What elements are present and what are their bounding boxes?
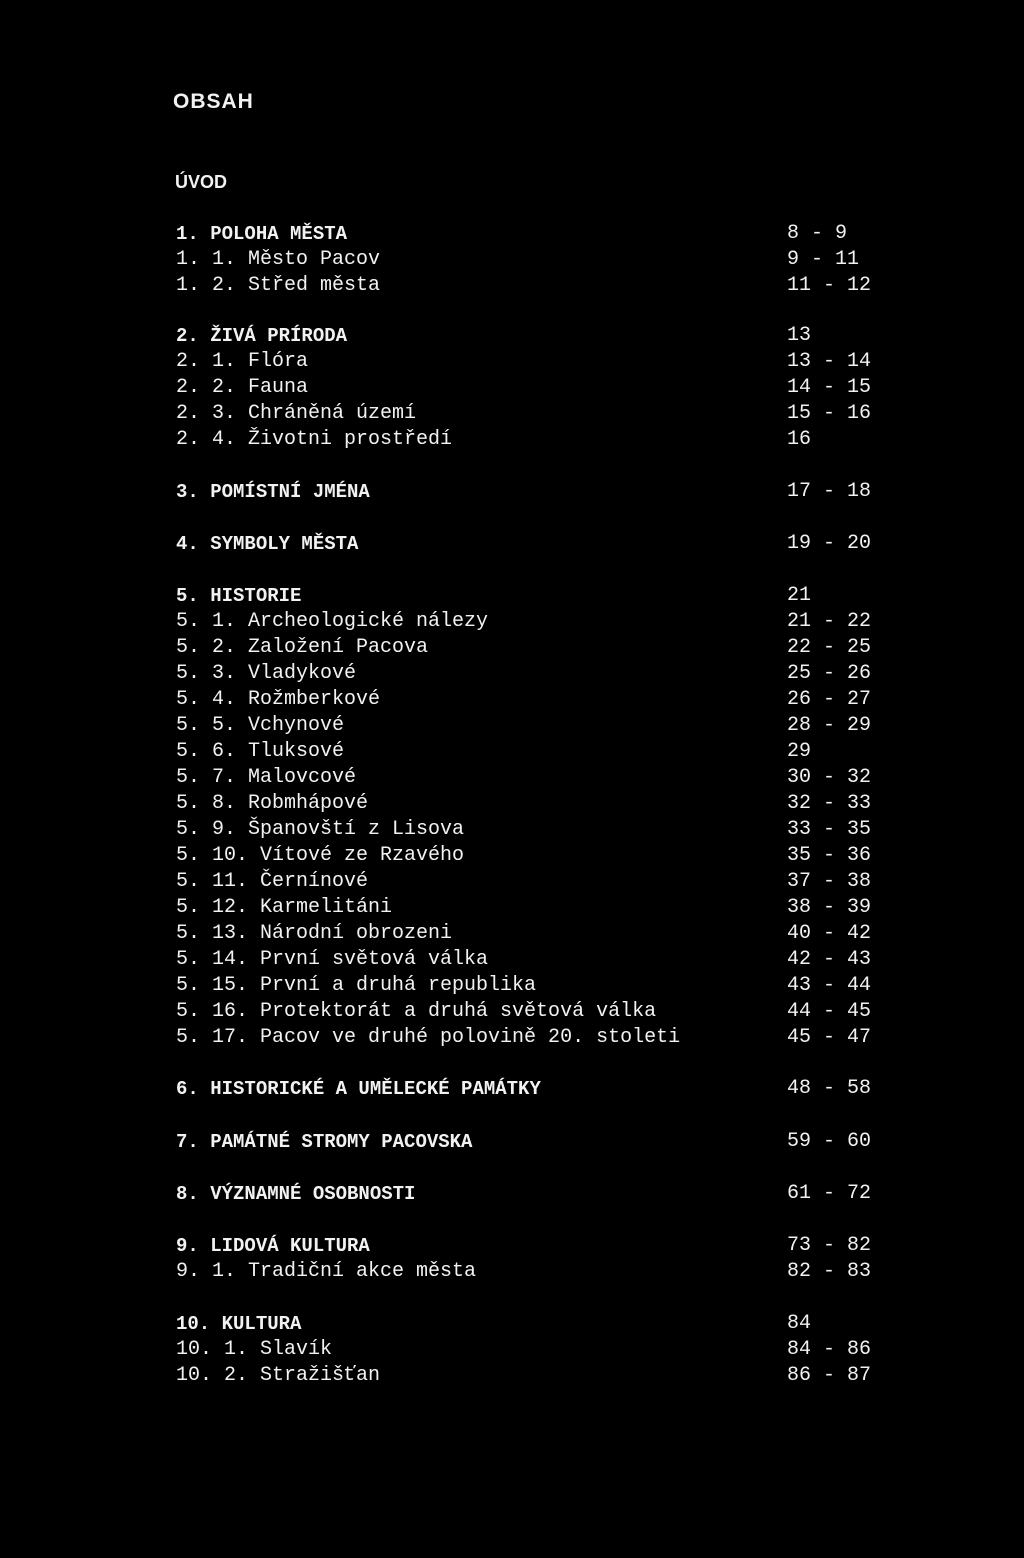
toc-entry-label: 9. 1. Tradiční akce města [176,1260,477,1283]
toc-entry-label: 5. 6. Tluksové [176,740,345,763]
toc-subsection-row [0,661,1024,687]
toc-entry-label: 1. POLOHA MĚSTA [176,223,348,245]
toc-subsection-row [0,921,1024,947]
toc-entry-pages: 9 - 11 [787,248,860,271]
toc-entry-label: 5. 2. Založení Pacova [176,636,429,659]
toc-subsection-row [0,687,1024,713]
toc-section-row [0,1181,1024,1207]
toc-entry-pages: 73 - 82 [787,1234,872,1257]
toc-entry-pages: 82 - 83 [787,1260,872,1283]
toc-subsection-row [0,739,1024,765]
toc-subsection-row [0,349,1024,375]
toc-subsection-row [0,609,1024,635]
toc-entry-pages: 13 [787,324,812,347]
toc-subsection-row [0,999,1024,1025]
toc-entry-pages: 42 - 43 [787,948,872,971]
toc-entry-label: 3. POMÍSTNÍ JMÉNA [176,481,370,503]
toc-entry-label: 5. 8. Robmhápové [176,792,369,815]
toc-section-row [0,531,1024,557]
toc-section-row [0,323,1024,349]
toc-entry-pages: 13 - 14 [787,350,872,373]
toc-subsection-row [0,1337,1024,1363]
toc-entry-label: 2. 3. Chráněná území [176,402,417,425]
toc-subsection-row [0,247,1024,273]
toc-entry-pages: 17 - 18 [787,480,872,503]
toc-entry-pages: 43 - 44 [787,974,872,997]
toc-entry-label: 10. 2. Stražišťan [176,1364,381,1387]
toc-entry-pages: 29 [787,740,812,763]
toc-entry-pages: 45 - 47 [787,1026,872,1049]
page-title: OBSAH [173,90,254,113]
toc-entry-label: 10. KULTURA [176,1313,302,1335]
toc-entry-label: 8. VÝZNAMNÉ OSOBNOSTI [176,1183,416,1205]
toc-subsection-row [0,375,1024,401]
toc-subsection-row [0,273,1024,299]
toc-entry-pages: 35 - 36 [787,844,872,867]
toc-section-row [0,1311,1024,1337]
toc-entry-label: 5. 5. Vchynové [176,714,345,737]
toc-entry-pages: 84 - 86 [787,1338,872,1361]
toc-entry-label: 5. 10. Vítové ze Rzavého [176,844,465,867]
toc-subsection-row [0,791,1024,817]
toc-entry-pages: 11 - 12 [787,274,872,297]
toc-entry-label: 5. 3. Vladykové [176,662,357,685]
toc-entry-label: 5. HISTORIE [176,585,302,607]
toc-subsection-row [0,765,1024,791]
toc-entry-label: 5. 15. První a druhá republika [176,974,537,997]
toc-subsection-row [0,973,1024,999]
toc-entry-pages: 38 - 39 [787,896,872,919]
toc-entry-pages: 32 - 33 [787,792,872,815]
toc-entry-pages: 15 - 16 [787,402,872,425]
toc-entry-label: 5. 16. Protektorát a druhá světová válka [176,1000,657,1023]
toc-entry-label: 2. 2. Fauna [176,376,309,399]
toc-entry-label: 2. ŽIVÁ PRÍRODA [176,325,348,347]
toc-entry-label: 1. 1. Město Pacov [176,248,381,271]
toc-subsection-row [0,869,1024,895]
toc-subsection-row [0,401,1024,427]
toc-entry-pages: 28 - 29 [787,714,872,737]
toc-entry-pages: 30 - 32 [787,766,872,789]
toc-section-row [0,1076,1024,1102]
intro-heading: ÚVOD [175,172,228,192]
toc-entry-label: 5. 4. Rožmberkové [176,688,381,711]
toc-entry-label: 5. 12. Karmelitáni [176,896,393,919]
toc-entry-label: 9. LIDOVÁ KULTURA [176,1235,370,1257]
toc-entry-label: 5. 9. Španovští z Lisova [176,818,465,841]
toc-entry-pages: 16 [787,428,812,451]
toc-entry-pages: 33 - 35 [787,818,872,841]
toc-subsection-row [0,713,1024,739]
toc-entry-pages: 25 - 26 [787,662,872,685]
toc-subsection-row [0,427,1024,453]
toc-entry-pages: 61 - 72 [787,1182,872,1205]
toc-entry-label: 7. PAMÁTNÉ STROMY PACOVSKA [176,1131,473,1153]
toc-entry-label: 5. 17. Pacov ve druhé polovině 20. stoleti [176,1026,681,1049]
toc-entry-pages: 48 - 58 [787,1077,872,1100]
toc-entry-label: 1. 2. Střed města [176,274,381,297]
toc-subsection-row [0,1025,1024,1051]
toc-entry-pages: 21 - 22 [787,610,872,633]
toc-entry-pages: 19 - 20 [787,532,872,555]
toc-entry-pages: 44 - 45 [787,1000,872,1023]
toc-subsection-row [0,843,1024,869]
toc-entry-label: 5. 13. Národní obrozeni [176,922,453,945]
toc-subsection-row [0,947,1024,973]
toc-section-row [0,1129,1024,1155]
toc-subsection-row [0,635,1024,661]
toc-entry-pages: 21 [787,584,812,607]
toc-entry-pages: 26 - 27 [787,688,872,711]
toc-entry-pages: 86 - 87 [787,1364,872,1387]
toc-entry-label: 2. 4. Životni prostředí [176,428,453,451]
toc-section-row [0,583,1024,609]
toc-section-row [0,221,1024,247]
toc-entry-label: 5. 14. První světová válka [176,948,489,971]
toc-entry-pages: 40 - 42 [787,922,872,945]
toc-subsection-row [0,1259,1024,1285]
toc-entry-label: 10. 1. Slavík [176,1338,333,1361]
toc-entry-pages: 84 [787,1312,812,1335]
toc-subsection-row [0,1363,1024,1389]
toc-section-row [0,1233,1024,1259]
toc-entry-pages: 59 - 60 [787,1130,872,1153]
toc-entry-pages: 14 - 15 [787,376,872,399]
toc-subsection-row [0,817,1024,843]
toc-entry-label: 5. 7. Malovcové [176,766,357,789]
toc-entry-pages: 37 - 38 [787,870,872,893]
toc-entry-pages: 22 - 25 [787,636,872,659]
toc-section-row [0,479,1024,505]
toc-entry-label: 2. 1. Flóra [176,350,309,373]
toc-entry-pages: 8 - 9 [787,222,848,245]
toc-entry-label: 5. 1. Archeologické nálezy [176,610,489,633]
toc-entry-label: 5. 11. Černínové [176,870,369,893]
toc-subsection-row [0,895,1024,921]
toc-entry-label: 4. SYMBOLY MĚSTA [176,533,359,555]
toc-entry-label: 6. HISTORICKÉ A UMĚLECKÉ PAMÁTKY [176,1078,541,1100]
